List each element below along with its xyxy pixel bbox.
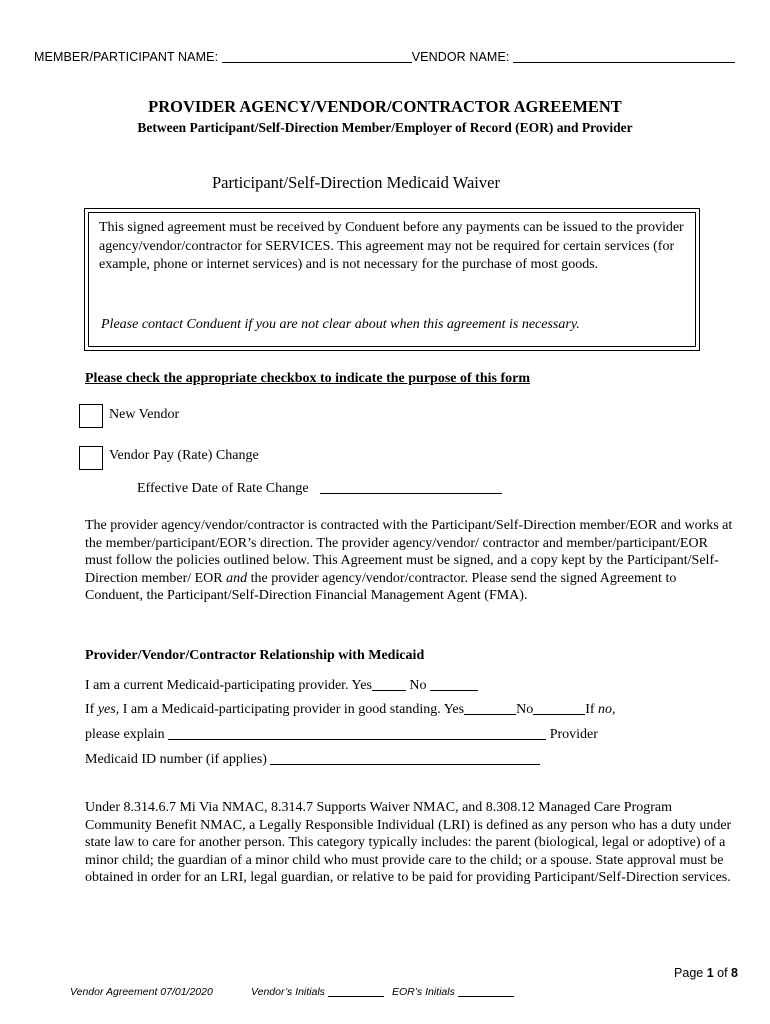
member-name-field[interactable] — [222, 48, 412, 63]
medicaid-heading: Provider/Vendor/Contractor Relationship with Medicaid — [85, 648, 425, 663]
notice-box-inner — [88, 212, 696, 347]
good-standing-yes-field[interactable] — [464, 700, 516, 715]
new-vendor-checkbox[interactable] — [79, 404, 103, 428]
notice-box — [84, 208, 700, 351]
page-subtitle: Between Participant/Self-Direction Member/Employer of Record (EOR) and Provider — [137, 120, 633, 135]
intro-part2: the provider agency/vendor/contractor. Please send the signed Agreement to Conduent, the Participant/Self-Direction Financial Management Agent (FMA). — [85, 570, 677, 603]
current-yes-field[interactable] — [372, 676, 406, 691]
vendor-name-label: VENDOR NAME: — [411, 50, 510, 64]
medicaid-id-row — [85, 750, 540, 768]
explain-field[interactable] — [168, 725, 546, 740]
footer-eor-initials — [392, 986, 514, 998]
effective-date-field[interactable] — [320, 479, 502, 494]
if-no-label: If — [585, 702, 599, 717]
current-provider-row — [85, 676, 478, 694]
provider-word: Provider — [546, 727, 598, 742]
yes-word: yes, — [97, 702, 120, 717]
notice-text: This signed agreement must be received by Conduent before any payments can be issued to the provider agency/vendor/contractor for SERVICES. This agreement may not be required for certain services (for example, phone or internet services) and is not necessary for the purchase of most goods. — [99, 220, 684, 272]
footer-agreement: Vendor Agreement 07/01/2020 — [70, 986, 213, 998]
footer-vendor-initials — [251, 986, 384, 998]
intro-part1: The provider agency/vendor/contractor is contracted with the Participant/Self-Direction member/EOR and works at the member/participant/EOR’s direction. The provider agency/vendor/ contractor and member/participant/EOR must follow the policies outlined below. This Agreement must be signed, and a copy kept by the Participant/Self-Direction member/ EOR — [85, 518, 733, 586]
no-word: no, — [598, 702, 616, 717]
page-total: 8 — [731, 966, 738, 980]
new-vendor-label: New Vendor — [109, 407, 180, 422]
member-vendor-header — [34, 48, 735, 64]
current-no-field[interactable] — [430, 676, 478, 691]
good-standing-no-field[interactable] — [533, 700, 585, 715]
page-number — [674, 966, 738, 980]
medicaid-id-label: Medicaid ID number (if applies) — [85, 752, 271, 767]
page-prefix: Page — [674, 966, 707, 980]
eor-initials-label: EOR’s Initials — [392, 986, 455, 998]
eor-initials-field[interactable] — [458, 986, 514, 997]
medicaid-id-field[interactable] — [270, 750, 540, 765]
rate-change-checkbox[interactable] — [79, 446, 103, 470]
current-no-label: No — [405, 678, 431, 693]
good-standing-no-label: No — [516, 702, 534, 717]
explain-row — [85, 725, 598, 743]
vendor-initials-label: Vendor’s Initials — [251, 986, 325, 998]
notice-note: Please contact Conduent if you are not clear about when this agreement is necessary. — [101, 317, 580, 332]
good-standing-label: I am a Medicaid-participating provider in good standing. Yes — [119, 702, 465, 717]
effective-date-label: Effective Date of Rate Change — [137, 481, 309, 496]
waiver-heading: Participant/Self-Direction Medicaid Waiver — [212, 173, 500, 192]
vendor-initials-field[interactable] — [328, 986, 384, 997]
page-of: of — [713, 966, 732, 980]
page-title: PROVIDER AGENCY/VENDOR/CONTRACTOR AGREEMENT — [148, 97, 622, 116]
purpose-heading: Please check the appropriate checkbox to indicate the purpose of this form — [85, 371, 530, 386]
explain-label: please explain — [85, 727, 169, 742]
rate-change-label: Vendor Pay (Rate) Change — [109, 448, 259, 463]
effective-date-row — [137, 479, 502, 497]
member-name-label: MEMBER/PARTICIPANT NAME: — [34, 50, 219, 64]
vendor-name-field[interactable] — [513, 48, 735, 63]
if-label: If — [85, 702, 98, 717]
current-provider-label: I am a current Medicaid-participating provider. Yes — [85, 678, 372, 693]
intro-and: and — [226, 570, 248, 586]
intro-paragraph — [85, 517, 733, 605]
good-standing-row — [85, 700, 616, 718]
page-current: 1 — [706, 966, 714, 980]
lri-paragraph: Under 8.314.6.7 Mi Via NMAC, 8.314.7 Supports Waiver NMAC, and 8.308.12 Managed Care Program Community Benefit NMAC, a Legally Responsible Individual (LRI) is defined as any person who has a duty under state law to care for another person. This category typically includes: the parent (biological, legal or adoptive) of a minor child; the guardian of a minor child who must provide care to the child; or a spouse. State approval must be obtained in order for an LRI, legal guardian, or relative to be paid for providing Participant/Self-Direction services. — [85, 800, 732, 885]
